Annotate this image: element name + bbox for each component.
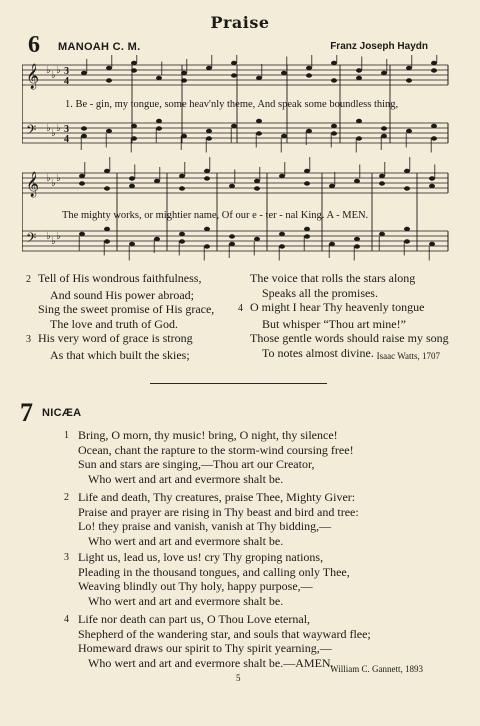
hymn-6-lyric-line-1: 1. Be - gin, my tongue, some heav'nly theme, And speak some boundless thing,	[65, 99, 399, 110]
stanza-line	[26, 302, 214, 317]
stanza-text: Sing the sweet promise of His grace,	[38, 302, 215, 317]
svg-text:𝄢: 𝄢	[26, 230, 37, 249]
stanza-line	[26, 271, 214, 288]
stanza-line: Bring, O morn, thy music! bring, O night, thy silence!	[78, 428, 338, 442]
stanza-text: And sound His power abroad;	[50, 287, 194, 302]
hymn-6-lyric-line-2: The mighty works, or mightier name, Of our e - ter - nal King. A - MEN.	[62, 210, 369, 221]
svg-text:♭: ♭	[51, 128, 56, 139]
svg-text:3: 3	[64, 66, 69, 77]
stanza-number: 3	[26, 334, 31, 346]
stanza-line	[26, 348, 214, 363]
svg-text:𝄞: 𝄞	[26, 172, 40, 197]
stanza-line: Life and death, Thy creatures, praise Thee, Mighty Giver:	[78, 490, 356, 504]
svg-text:4: 4	[64, 76, 69, 87]
hymn-7-attribution: William C. Gannett, 1893	[330, 664, 423, 674]
stanza-line	[238, 300, 449, 317]
svg-text:♭: ♭	[46, 65, 51, 76]
stanza-number: 4	[64, 614, 69, 625]
stanza-text: The voice that rolls the stars along	[250, 271, 416, 285]
stanza-number: 2	[64, 492, 69, 503]
svg-text:♭: ♭	[56, 231, 61, 242]
stanza-line	[26, 317, 214, 332]
svg-text:♭: ♭	[51, 178, 56, 189]
svg-text:𝄢: 𝄢	[26, 122, 37, 141]
hymn-6-stanzas-left	[26, 271, 214, 363]
stanza-line	[238, 317, 449, 332]
stanza-line: Who wert and art and evermore shalt be.	[88, 593, 284, 608]
hymn-6-number: 6	[28, 32, 40, 58]
svg-text:♭: ♭	[56, 123, 61, 134]
stanza-number: 1	[64, 430, 69, 441]
stanza-line: Pleading in the thousand tongues, and calling only Thee,	[78, 564, 350, 579]
stanza-line: Who wert and art and evermore shalt be.	[88, 471, 284, 486]
stanza-number: 4	[238, 303, 243, 315]
stanza-line: Homeward draws our spirit to Thy spirit yearning,—	[78, 641, 332, 656]
stanza-line: Lo! they praise and vanish, vanish at Thy bidding,—	[78, 519, 332, 534]
hymn-7-tune-name: NICÆA	[42, 407, 82, 419]
stanza-text: But whisper “Thou art mine!”	[262, 316, 406, 331]
stanza-line: Ocean, chant the rapture to the storm-wind coursing free!	[78, 442, 354, 457]
stanza-line: Who wert and art and evermore shalt be.	[88, 533, 284, 548]
stanza-line: Weaving blindly out Thy holy, happy purpose,—	[78, 579, 313, 594]
page-header: Praise	[210, 13, 270, 32]
svg-text:♭: ♭	[56, 173, 61, 184]
stanza-line: Praise and prayer are rising in Thy beast and bird and tree:	[78, 504, 359, 519]
stanza-number: 2	[26, 274, 31, 285]
stanza-line: Who wert and art and evermore shalt be.—AMEN.	[88, 655, 334, 670]
stanza-line: Life nor death can part us, O Thou Love eternal,	[78, 612, 311, 626]
svg-text:3: 3	[64, 124, 69, 135]
stanza-text: The love and truth of God.	[50, 316, 178, 331]
stanza-line	[26, 331, 214, 348]
svg-text:♭: ♭	[46, 173, 51, 184]
stanza-text: O might I hear Thy heavenly tongue	[250, 300, 425, 315]
svg-text:♭: ♭	[56, 65, 61, 76]
hymn-7-number: 7	[20, 398, 33, 427]
stanza-line: Shepherd of the wandering star, and souls that wayward flee;	[78, 626, 371, 641]
stanza-line	[238, 286, 449, 301]
stanza-text: To notes almost divine.	[262, 345, 374, 360]
hymn-7-stanza	[64, 428, 354, 486]
hymn-7-stanza	[64, 612, 371, 670]
hymn-divider	[150, 383, 327, 384]
svg-text:4: 4	[64, 134, 69, 145]
svg-text:♭: ♭	[51, 70, 56, 81]
stanza-line	[26, 288, 214, 303]
svg-text:𝄞: 𝄞	[26, 64, 40, 89]
svg-text:♭: ♭	[46, 123, 51, 134]
stanza-text: As that which built the skies;	[50, 347, 190, 362]
hymn-6-composer: Franz Joseph Haydn	[330, 41, 428, 52]
hymn-7-stanza	[64, 490, 359, 548]
stanza-line: Light us, lead us, love us! cry Thy groping nations,	[78, 550, 324, 564]
page-number: 5	[236, 673, 241, 683]
stanza-text: Those gentle words should raise my song	[250, 331, 449, 346]
stanza-text: His very word of grace is strong	[38, 331, 193, 346]
stanza-number: 3	[64, 552, 69, 563]
svg-text:♭: ♭	[51, 236, 56, 247]
stanza-text: Speaks all the promises.	[262, 285, 378, 300]
hymn-6-attribution: Isaac Watts, 1707	[376, 351, 440, 361]
stanza-line	[238, 271, 449, 286]
svg-text:♭: ♭	[46, 231, 51, 242]
hymn-7-stanza	[64, 550, 350, 608]
stanza-line: Sun and stars are singing,—Thou art our Creator,	[78, 457, 315, 472]
hymn-6-stanzas-right	[238, 271, 449, 361]
stanza-text: Tell of His wondrous faithfulness,	[38, 271, 202, 285]
music-score	[22, 55, 452, 270]
hymn-6-tune-name: MANOAH C. M.	[58, 41, 141, 53]
stanza-line	[238, 331, 449, 346]
